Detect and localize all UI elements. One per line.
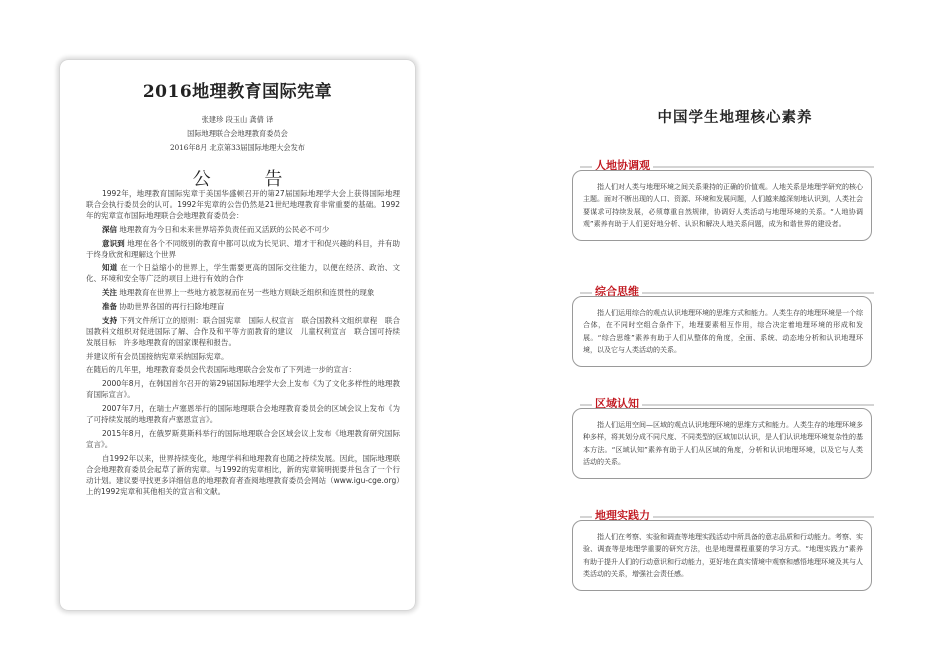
charter-card xyxy=(60,60,415,610)
charter-paragraph: 关注 地理教育在世界上一些地方被忽视而在另一些地方则缺乏组织和连贯性的现象 xyxy=(102,288,375,298)
charter-paragraph: 自1992年以来，世界持续变化，地理学科和地理教育也随之持续发展。因此，国际地理联合会地理教育委员会起草了新的宪章。与1992的宪章相比，新的宪章简明扼要并包含了一个行动计划。建议要寻找更多详细信息的地理教育者查阅地理教育委员会网站（www.igu-cge.org）上的1992宪章和其他相关的宣言和文献。 xyxy=(86,453,400,496)
charter-body xyxy=(86,188,400,499)
charter-paragraph: 准备 协助世界各国的再行扫除地理盲 xyxy=(102,301,225,311)
charter-paragraph: 1992年，地理教育国际宪章于美国华盛顿召开的第27届国际地理学大会上获得国际地理联合会执行委员会的认可。1992年宪章的公告仍然是21世纪地理教育非常重要的基础。1992年的宪章宣布国际地理联合会地理教育委员会： xyxy=(86,189,400,220)
section-text: 指人们运用综合的观点认识地理环境的思维方式和能力。人类生存的地理环境是一个综合体，在不同时空组合条件下，地理要素相互作用，综合决定着地理环境的形成和发展。“综合思维”素养有助于人们从整体的角度，全面、系统、动态地分析和认识地理环境，以及它与人类活动的关系。 xyxy=(572,296,872,367)
issue-date: 2016年8月 北京第33届国际地理大会发布 xyxy=(170,143,305,152)
charter-paragraph: 2015年8月，在俄罗斯莫斯科举行的国际地理联合会区域会议上发布《地理教育研究国际宣言》。 xyxy=(86,428,400,449)
translators: 张建珍 段玉山 龚倩 译 xyxy=(201,115,274,124)
section-text: 指人们在考察、实验和调查等地理实践活动中所具备的意志品质和行动能力。考察、实验、调查等是地理学重要的研究方法，也是地理课程重要的学习方式。“地理实践力”素养有助于提升人们的行动意识和行动能力，更好地在真实情境中观察和感悟地理环境及其与人类活动的关系，增强社会责任感。 xyxy=(572,520,872,591)
section-label: 人地协调观 xyxy=(592,157,653,173)
competencies-title: 中国学生地理核心素养 xyxy=(657,110,813,126)
issuing-org: 国际地理联合会地理教育委员会 xyxy=(187,129,288,138)
charter-paragraph: 意识到 地理在各个不同级别的教育中都可以成为长见识、增才干和促兴趣的科目，并有助于终身欣赏和理解这个世界 xyxy=(86,238,401,259)
charter-paragraph: 在随后的几年里，地理教育委员会代表国际地理联合会发布了下列进一步的宣言： xyxy=(86,365,356,375)
charter-paragraph: 知道 在一个日益缩小的世界上，学生需要更高的国际交往能力，以便在经济、政治、文化、环境和安全等广泛的项目上进行有效的合作 xyxy=(86,263,401,284)
charter-title: 2016地理教育国际宪章 xyxy=(142,82,333,102)
charter-paragraph: 2007年7月，在瑞士卢塞恩举行的国际地理联合会地理教育委员会的区域会议上发布《为了可持续发展的地理教育卢塞恩宣言》。 xyxy=(86,403,400,424)
charter-paragraph: 深信 地理教育为今日和未来世界培养负责任而又活跃的公民必不可少 xyxy=(102,224,330,234)
notice-title: 公 告 xyxy=(192,169,307,190)
charter-paragraph: 并建议所有会员国接纳宪章采纳国际宪章。 xyxy=(86,351,229,361)
section-label: 区域认知 xyxy=(592,395,642,411)
section-label: 综合思维 xyxy=(592,283,642,299)
section-label: 地理实践力 xyxy=(592,507,653,523)
section-text: 指人们运用空间—区域的观点认识地理环境的思维方式和能力。人类生存的地理环境多种多样，将其划分成不同尺度、不同类型的区域加以认识，是人们认识地理环境复杂性的基本方法。“区域认知”素养有助于人们从区域的角度，分析和认识地理环境，以及它与人类活动的关系。 xyxy=(572,408,872,479)
charter-paragraph: 2000年8月，在韩国首尔召开的第29届国际地理学大会上发布《为了文化多样性的地理教育国际宣言》。 xyxy=(86,379,400,400)
charter-paragraph: 支持 下列文件所订立的原则：联合国宪章 国际人权宣言 联合国教科文组织章程 联合国教科文组织对促进国际了解、合作及和平等方面教育的建议 儿童权利宣言 联合国可持续发展目标 许多地理教育的国家课程和报告。 xyxy=(86,315,401,347)
section-text: 指人们对人类与地理环境之间关系秉持的正确的价值观。人地关系是地理学研究的核心主题。面对不断出现的人口、资源、环境和发展问题，人们越来越深刻地认识到，人类社会要谋求可持续发展，必须尊重自然规律，协调好人类活动与地理环境的关系。“人地协调观”素养有助于人们更好地分析、认识和解决人地关系问题，成为和谐世界的建设者。 xyxy=(572,170,872,241)
